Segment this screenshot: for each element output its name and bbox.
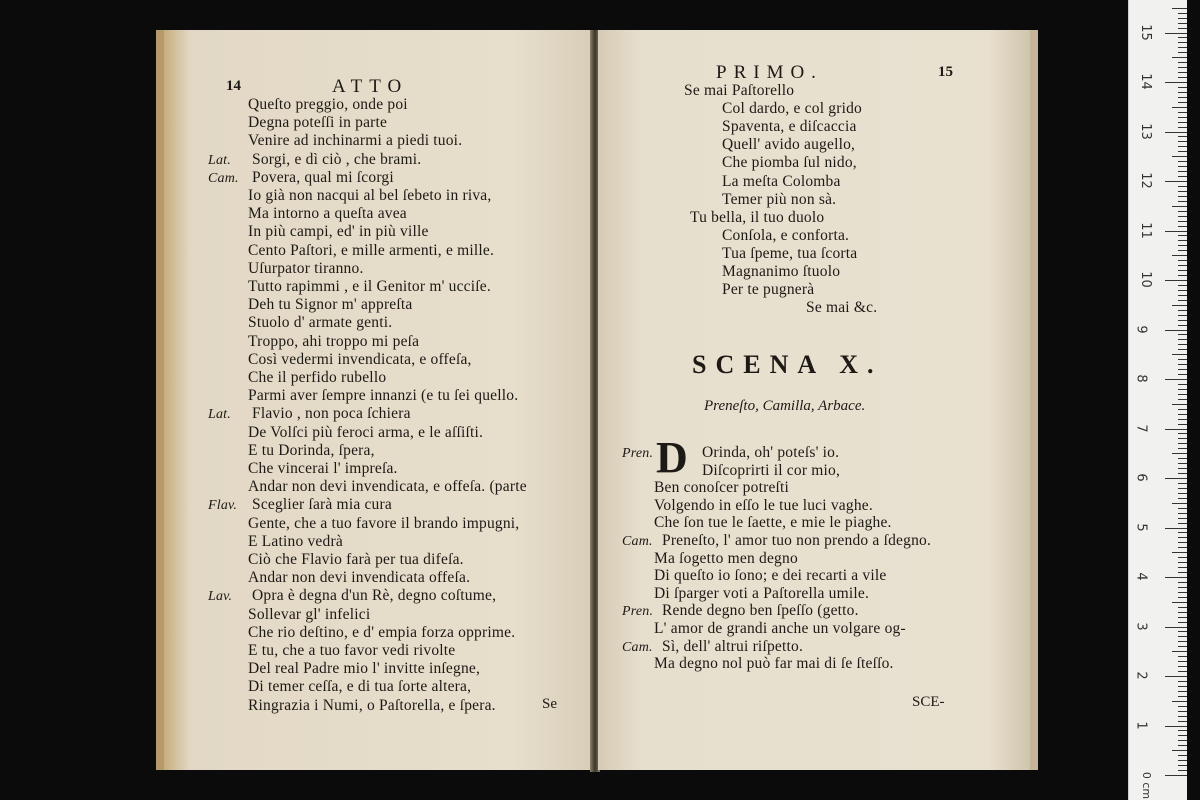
text-line: Opra è degna d'un Rè, degno coſtume, xyxy=(252,587,497,605)
ruler-tick xyxy=(1178,443,1187,444)
ruler-tick xyxy=(1178,364,1187,365)
ruler-tick xyxy=(1178,320,1187,321)
ruler-tick xyxy=(1165,676,1187,677)
ruler-tick xyxy=(1178,468,1187,469)
ruler-number: 3 xyxy=(1133,621,1149,631)
ruler-tick xyxy=(1178,498,1187,499)
text-line: In più campi, ed' in più ville xyxy=(248,223,429,241)
text-line: Povera, qual mi ſcorgi xyxy=(252,168,394,186)
ruler-tick xyxy=(1178,721,1187,722)
ruler-tick xyxy=(1178,691,1187,692)
ruler-tick xyxy=(1178,384,1187,385)
speaker-label: Cam. xyxy=(622,639,653,655)
text-line: Deh tu Signor m' appreſta xyxy=(248,296,413,314)
ruler-tick xyxy=(1178,394,1187,395)
ruler-tick xyxy=(1178,97,1187,98)
ruler-tick xyxy=(1178,389,1187,390)
open-book xyxy=(150,30,1040,775)
ruler-tick xyxy=(1165,726,1187,727)
text-line: Degna poteſſi in parte xyxy=(248,114,388,132)
ruler-tick xyxy=(1178,47,1187,48)
ruler-tick xyxy=(1178,270,1187,271)
ruler-tick xyxy=(1178,488,1187,489)
ruler-tick xyxy=(1178,458,1187,459)
ruler-number: 2 xyxy=(1133,671,1149,680)
ruler-number: 5 xyxy=(1133,522,1149,532)
text-line: Queſto preggio, onde poi xyxy=(248,96,408,113)
ruler-tick xyxy=(1165,528,1187,529)
ruler-tick xyxy=(1178,310,1187,311)
ruler-tick xyxy=(1165,132,1187,133)
ruler-number: 4 xyxy=(1133,572,1149,581)
speaker-label: Pren. xyxy=(622,446,654,461)
ruler-number: 6 xyxy=(1133,473,1149,482)
ruler-tick xyxy=(1178,706,1187,707)
ruler-tick xyxy=(1178,636,1187,637)
ruler-tick xyxy=(1178,186,1187,187)
text-line: Magnanimo ſtuolo xyxy=(722,263,841,280)
page-number-left: 14 xyxy=(226,78,241,94)
ruler-tick xyxy=(1178,374,1187,375)
ruler-tick xyxy=(1172,602,1187,603)
ruler-tick xyxy=(1172,107,1187,108)
text-line: Che il perfido rubello xyxy=(248,369,387,386)
ruler-tick xyxy=(1165,280,1187,281)
ruler-unit-label: 0 cm xyxy=(1140,771,1154,800)
ruler-tick xyxy=(1178,740,1187,741)
ruler-number: 13 xyxy=(1137,122,1153,140)
ruler-number: 1 xyxy=(1133,720,1149,730)
ruler-tick xyxy=(1178,607,1187,608)
ruler-tick xyxy=(1178,245,1187,246)
ruler-tick xyxy=(1165,330,1187,331)
ruler-tick xyxy=(1172,156,1187,157)
ruler-tick xyxy=(1178,493,1187,494)
ruler-tick xyxy=(1178,226,1187,227)
ruler-tick xyxy=(1178,473,1187,474)
ruler-tick xyxy=(1178,557,1187,558)
ruler-tick xyxy=(1178,62,1187,63)
speaker-label: Flav. xyxy=(208,498,238,514)
ruler-tick xyxy=(1178,711,1187,712)
ruler-tick xyxy=(1178,300,1187,301)
text-line: Io già non nacqui al bel ſebeto in riva, xyxy=(248,187,492,204)
ruler-tick xyxy=(1178,295,1187,296)
ruler-tick xyxy=(1172,552,1187,553)
text-line: Ben conoſcer potreſti xyxy=(654,479,790,497)
ruler-tick xyxy=(1178,166,1187,167)
ruler-tick xyxy=(1178,735,1187,736)
ruler-tick xyxy=(1178,567,1187,568)
ruler-tick xyxy=(1178,315,1187,316)
scene-title: SCENA X. xyxy=(692,350,883,379)
ruler-tick xyxy=(1172,8,1187,9)
text-line: Uſurpator tiranno. xyxy=(248,259,364,277)
text-line: Sorgi, e dì ciò , che brami. xyxy=(252,150,422,168)
ruler-tick xyxy=(1178,344,1187,345)
ruler-tick xyxy=(1172,354,1187,355)
ruler-tick xyxy=(1178,13,1187,14)
ruler-tick xyxy=(1178,359,1187,360)
ruler-tick xyxy=(1178,52,1187,53)
ruler-tick xyxy=(1178,631,1187,632)
ruler-tick xyxy=(1178,112,1187,113)
text-line: Ciò che Flavio farà per tua difeſa. xyxy=(248,551,464,568)
ruler-tick xyxy=(1178,463,1187,464)
ruler-tick xyxy=(1165,379,1187,380)
text-line: Del real Padre mio l' invitte inſegne, xyxy=(248,660,481,678)
ruler-tick xyxy=(1178,334,1187,335)
ruler-tick xyxy=(1178,260,1187,261)
ruler-tick xyxy=(1178,146,1187,147)
text-line: Ma ſogetto men degno xyxy=(654,549,798,567)
ruler-tick xyxy=(1172,57,1187,58)
ruler-tick xyxy=(1178,424,1187,425)
ruler-tick xyxy=(1178,92,1187,93)
text-line: Andar non devi invendicata, e offeſa. (parte xyxy=(248,478,527,496)
text-line: Rende degno ben ſpeſſo (getto. xyxy=(662,602,859,620)
ruler-tick xyxy=(1178,617,1187,618)
measurement-ruler xyxy=(1128,0,1187,800)
text-line: Se mai Paſtorello xyxy=(684,82,795,99)
text-line: Di queſto io ſono; e dei recarti a vile xyxy=(654,567,887,585)
text-line: L' amor de grandi anche un volgare og- xyxy=(654,620,906,637)
ruler-tick xyxy=(1178,730,1187,731)
text-line: Conſola, e conforta. xyxy=(722,226,850,244)
ruler-tick xyxy=(1178,349,1187,350)
ruler-tick xyxy=(1178,547,1187,548)
ruler-tick xyxy=(1178,18,1187,19)
text-line: Ma degno nol può far mai di ſe ſteſſo. xyxy=(654,655,894,673)
ruler-tick xyxy=(1178,42,1187,43)
text-line: Sollevar gl' infelici xyxy=(248,605,371,623)
text-line: Tutto rapimmi , e il Genitor m' ucciſe. xyxy=(248,278,491,295)
ruler-tick xyxy=(1178,235,1187,236)
text-line: Col dardo, e col grido xyxy=(722,100,862,118)
ruler-tick xyxy=(1178,562,1187,563)
ruler-tick xyxy=(1178,716,1187,717)
ruler-tick xyxy=(1178,399,1187,400)
ruler-tick xyxy=(1178,532,1187,533)
ruler-number: 12 xyxy=(1137,172,1153,189)
ruler-tick xyxy=(1178,265,1187,266)
text-line: Troppo, ahi troppo mi peſa xyxy=(248,332,420,350)
ruler-tick xyxy=(1178,221,1187,222)
text-line: La meſta Colomba xyxy=(722,172,841,190)
text-line: Andar non devi invendicata offeſa. xyxy=(248,569,471,587)
ruler-number: 11 xyxy=(1137,221,1153,239)
ruler-tick xyxy=(1178,117,1187,118)
ruler-tick xyxy=(1178,671,1187,672)
ruler-tick xyxy=(1178,592,1187,593)
ruler-tick xyxy=(1178,622,1187,623)
ruler-tick xyxy=(1178,67,1187,68)
ruler-tick xyxy=(1172,305,1187,306)
ruler-tick xyxy=(1178,211,1187,212)
text-line: Tu bella, il tuo duolo xyxy=(690,208,825,226)
ruler-tick xyxy=(1178,518,1187,519)
text-line: Di ſparger voti a Paſtorella umile. xyxy=(654,584,870,602)
ruler-tick xyxy=(1178,513,1187,514)
ruler-tick xyxy=(1178,196,1187,197)
ruler-tick xyxy=(1178,542,1187,543)
ruler-tick xyxy=(1178,641,1187,642)
speaker-label: Lat. xyxy=(208,152,231,168)
text-line: Tua ſpeme, tua ſcorta xyxy=(722,244,858,262)
text-line: Orinda, oh' poteſs' io. xyxy=(702,444,840,461)
ruler-tick xyxy=(1178,102,1187,103)
ruler-tick xyxy=(1178,72,1187,73)
ruler-tick xyxy=(1178,122,1187,123)
speaker-label: Cam. xyxy=(208,170,239,186)
ruler-tick xyxy=(1178,681,1187,682)
ruler-tick xyxy=(1165,478,1187,479)
text-line: Stuolo d' armate genti. xyxy=(248,314,393,332)
ruler-tick xyxy=(1172,651,1187,652)
text-line: Che vincerai l' impreſa. xyxy=(248,460,398,477)
ruler-tick xyxy=(1178,656,1187,657)
text-line: Ringrazia i Numi, o Paſtorella, e ſpera. xyxy=(248,696,496,714)
speaker-label: Lat. xyxy=(208,407,231,423)
text-line: Parmi aver ſempre innanzi (e tu ſei quello. xyxy=(248,387,519,405)
ruler-tick xyxy=(1178,438,1187,439)
text-line: Venire ad inchinarmi a piedi tuoi. xyxy=(248,132,463,150)
ruler-tick xyxy=(1178,572,1187,573)
ruler-tick xyxy=(1172,503,1187,504)
ruler-tick xyxy=(1178,240,1187,241)
ruler-tick xyxy=(1178,765,1187,766)
speaker-label: Lav. xyxy=(208,589,233,605)
page-number-right: 15 xyxy=(938,64,953,80)
ruler-tick xyxy=(1165,181,1187,182)
ruler-tick xyxy=(1178,275,1187,276)
ruler-tick xyxy=(1178,369,1187,370)
drop-cap: D xyxy=(656,433,688,482)
ruler-tick xyxy=(1172,206,1187,207)
text-line: Sì, dell' altrui riſpetto. xyxy=(662,637,804,655)
ruler-tick xyxy=(1165,627,1187,628)
left-page xyxy=(156,30,600,770)
ruler-tick xyxy=(1178,433,1187,434)
ruler-tick xyxy=(1178,537,1187,538)
ruler-tick xyxy=(1178,523,1187,524)
ruler-tick xyxy=(1178,448,1187,449)
ruler-tick xyxy=(1178,686,1187,687)
ruler-tick xyxy=(1172,701,1187,702)
ruler-tick xyxy=(1178,201,1187,202)
ruler-tick xyxy=(1178,760,1187,761)
catchword-right: SCE- xyxy=(912,694,945,710)
text-line: E tu Dorinda, ſpera, xyxy=(248,441,375,459)
running-head-right: PRIMO. xyxy=(716,62,823,83)
ruler-tick xyxy=(1178,23,1187,24)
ruler-tick xyxy=(1178,755,1187,756)
ruler-tick xyxy=(1178,176,1187,177)
ruler-tick xyxy=(1172,453,1187,454)
text-line: Gente, che a tuo favore il brando impugni, xyxy=(248,514,520,532)
running-head-left: ATTO xyxy=(332,76,409,97)
text-line: Che ſon tue le ſaette, e mie le piaghe. xyxy=(654,514,892,532)
text-line: Di temer ceſſa, e di tua ſorte altera, xyxy=(248,678,472,696)
ruler-number: 9 xyxy=(1133,324,1149,334)
ruler-tick xyxy=(1178,483,1187,484)
ruler-tick xyxy=(1178,37,1187,38)
ruler-tick xyxy=(1178,646,1187,647)
ruler-tick xyxy=(1178,191,1187,192)
ruler-tick xyxy=(1165,33,1187,34)
ruler-tick xyxy=(1178,151,1187,152)
text-line: Che rio deſtino, e d' empia forza opprime. xyxy=(248,623,516,641)
ruler-tick xyxy=(1178,127,1187,128)
ruler-tick xyxy=(1178,745,1187,746)
ruler-tick xyxy=(1178,419,1187,420)
text-line: Volgendo in eſſo le tue luci vaghe. xyxy=(654,496,873,514)
text-line: Se mai &c. xyxy=(806,299,878,317)
text-line: Preneſto, l' amor tuo non prendo a ſdegno. xyxy=(662,532,932,549)
ruler-tick xyxy=(1172,404,1187,405)
ruler-number: 8 xyxy=(1133,374,1149,383)
text-line: Cento Paſtori, e mille armenti, e mille. xyxy=(248,241,495,259)
text-line: Che piomba ſul nido, xyxy=(722,154,857,172)
ruler-tick xyxy=(1178,136,1187,137)
ruler-tick xyxy=(1178,661,1187,662)
ruler-tick xyxy=(1178,285,1187,286)
ruler-tick xyxy=(1165,577,1187,578)
ruler-tick xyxy=(1178,612,1187,613)
ruler-tick xyxy=(1178,77,1187,78)
text-line: E tu, che a tuo favor vedi rivolte xyxy=(248,642,456,659)
ruler-tick xyxy=(1172,255,1187,256)
ruler-number: 7 xyxy=(1133,423,1149,433)
text-line: Diſcoprirti il cor mio, xyxy=(702,461,841,479)
speaker-label: Cam. xyxy=(622,534,653,549)
scene-cast: Preneſto, Camilla, Arbace. xyxy=(704,398,866,414)
speaker-label: Pren. xyxy=(622,604,654,620)
ruler-tick xyxy=(1178,696,1187,697)
ruler-tick xyxy=(1178,216,1187,217)
ruler-tick xyxy=(1178,409,1187,410)
catchword-left: Se xyxy=(542,696,557,712)
ruler-tick xyxy=(1172,750,1187,751)
ruler-tick xyxy=(1165,231,1187,232)
ruler-number: 10 xyxy=(1137,271,1153,288)
text-line: Sceglier ſarà mia cura xyxy=(252,496,392,514)
ruler-tick xyxy=(1178,161,1187,162)
text-line: Ma intorno a queſta avea xyxy=(248,205,407,223)
right-page xyxy=(598,30,1038,770)
ruler-tick xyxy=(1178,171,1187,172)
ruler-tick xyxy=(1178,666,1187,667)
ruler-tick xyxy=(1178,250,1187,251)
ruler-tick xyxy=(1178,414,1187,415)
ruler-tick xyxy=(1178,28,1187,29)
ruler-tick xyxy=(1178,290,1187,291)
text-line: Temer più non sà. xyxy=(722,190,837,208)
text-line: Quell' avido augello, xyxy=(722,136,856,154)
text-line: Flavio , non poca ſchiera xyxy=(252,405,411,423)
text-line: Per te pugnerà xyxy=(722,281,815,299)
ruler-tick xyxy=(1178,587,1187,588)
text-line: De Volſci più feroci arma, e le aſſiſti. xyxy=(248,423,484,441)
ruler-tick xyxy=(1165,775,1187,776)
ruler-tick xyxy=(1178,339,1187,340)
ruler-tick xyxy=(1178,770,1187,771)
text-line: E Latino vedrà xyxy=(248,532,343,550)
ruler-tick xyxy=(1178,597,1187,598)
text-line: Così vedermi invendicata, e offeſa, xyxy=(248,350,472,368)
ruler-tick xyxy=(1165,429,1187,430)
text-line: Spaventa, e diſcaccia xyxy=(722,118,857,136)
ruler-tick xyxy=(1178,87,1187,88)
ruler-tick xyxy=(1178,325,1187,326)
ruler-number: 14 xyxy=(1137,73,1153,90)
ruler-tick xyxy=(1165,82,1187,83)
ruler-tick xyxy=(1178,141,1187,142)
ruler-tick xyxy=(1178,582,1187,583)
ruler-number: 15 xyxy=(1137,23,1153,41)
ruler-tick xyxy=(1178,508,1187,509)
